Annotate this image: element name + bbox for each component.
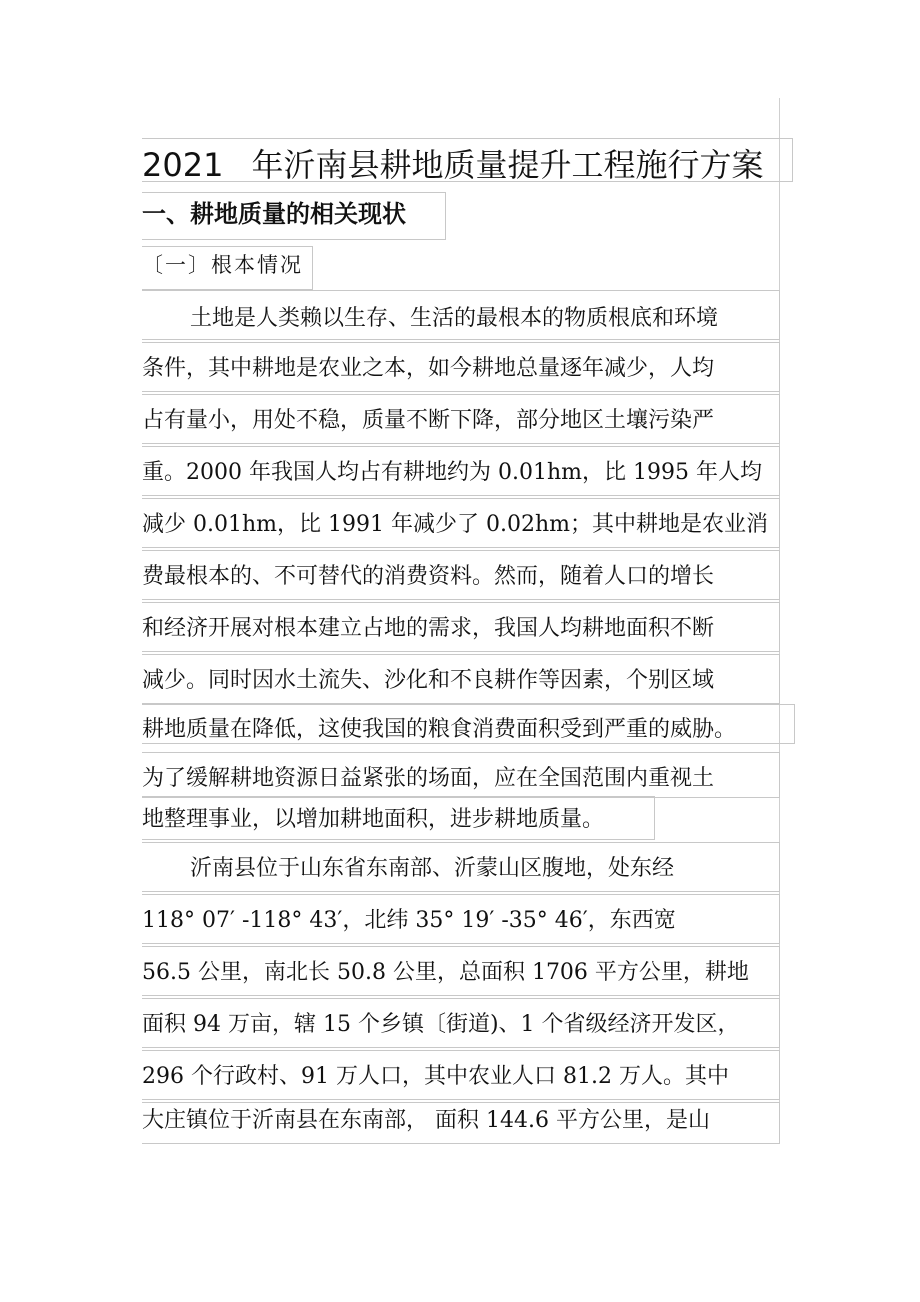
paragraph-line: 条件，其中耕地是农业之本，如今耕地总量逐年减少，人均 xyxy=(142,356,715,381)
section-heading: 一、耕地质量的相关现状 xyxy=(142,200,406,228)
paragraph-line: 面积 94 万亩，辖 15 个乡镇〔街道)、1 个省级经济开发区， xyxy=(142,1012,740,1037)
paragraph-line: 土地是人类赖以生存、生活的最根本的物质根底和环境 xyxy=(190,306,719,331)
paragraph-line: 沂南县位于山东省东南部、沂蒙山区腹地，处东经 xyxy=(190,856,675,881)
paragraph-line: 费最根本的、不可替代的消费资料。然而，随着人口的增长 xyxy=(142,564,715,589)
paragraph-line: 和经济开展对根本建立占地的需求，我国人均耕地面积不断 xyxy=(142,616,715,641)
document-title xyxy=(142,140,802,184)
paragraph-line: 56.5 公里，南北长 50.8 公里，总面积 1706 平方公里，耕地 xyxy=(142,960,749,985)
paragraph-line: 大庄镇位于沂南县在东南部， 面积 144.6 平方公里，是山 xyxy=(142,1108,710,1133)
paragraph-line: 减少。同时因水土流失、沙化和不良耕作等因素，个别区域 xyxy=(142,668,715,693)
paragraph-line: 占有量小，用处不稳，质量不断下降，部分地区土壤污染严 xyxy=(142,408,715,433)
subsection-heading: 〔一〕根本情况 xyxy=(142,253,303,277)
paragraph-line: 地整理事业，以增加耕地面积，进步耕地质量。 xyxy=(142,807,605,832)
paragraph-line: 296 个行政村、91 万人口，其中农业人口 81.2 万人。其中 xyxy=(142,1064,729,1089)
paragraph-line: 重。2000 年我国人均占有耕地约为 0.01hm，比 1995 年人均 xyxy=(142,460,762,485)
paragraph-line: 减少 0.01hm，比 1991 年减少了 0.02hm；其中耕地是农业消 xyxy=(142,512,768,537)
paragraph-line: 118° 07′ -118° 43′，北纬 35° 19′ -35° 46′，东西宽 xyxy=(142,908,676,933)
title-text: 年沂南县耕地质量提升工程施行方案 xyxy=(251,146,764,184)
paragraph-line: 为了缓解耕地资源日益紧张的场面，应在全国范围内重视土 xyxy=(142,766,715,791)
title-year: 2021 xyxy=(142,146,224,184)
paragraph-line: 耕地质量在降低，这使我国的粮食消费面积受到严重的威胁。 xyxy=(142,717,737,742)
